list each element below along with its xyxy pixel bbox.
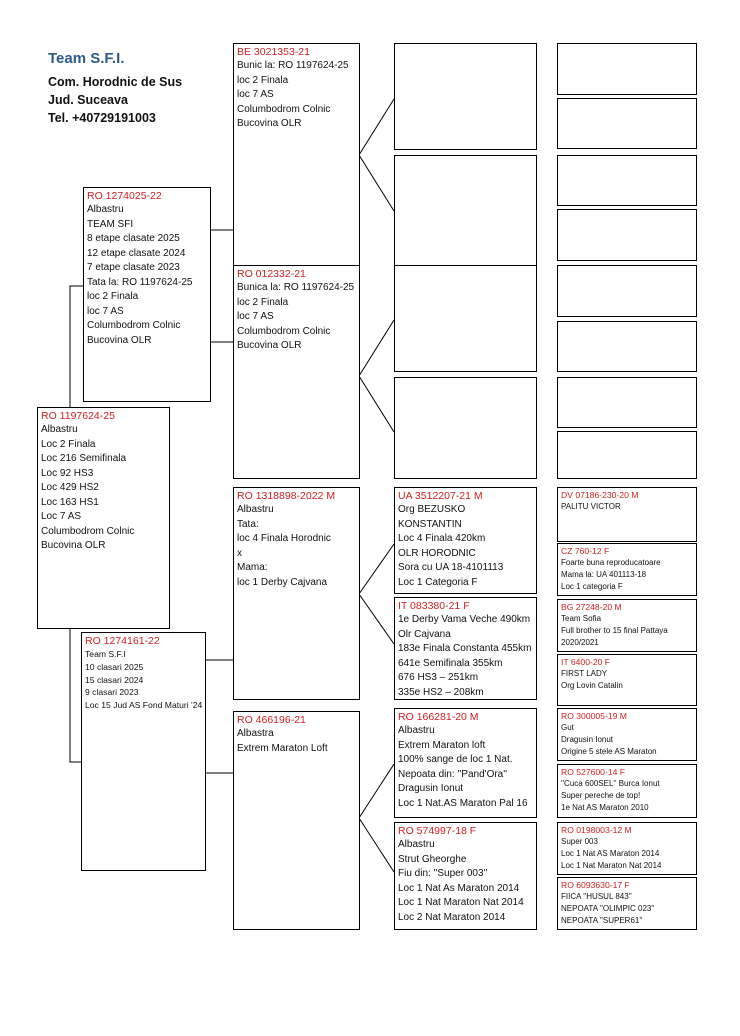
subject-line: Loc 2 Finala: [41, 438, 96, 450]
connector-fan-4: [359, 764, 394, 872]
info-line: Columbodrom Colnic: [237, 103, 331, 115]
empty-box-g4-7: [557, 377, 697, 428]
ring-id: RO 166281-20 M: [398, 711, 479, 723]
dam-ring-id: RO 1274161-22: [85, 635, 160, 647]
empty-box-g4-1: [557, 43, 697, 95]
info-line: Tata:: [237, 518, 259, 530]
info-line: Dragusin Ionut: [561, 735, 614, 745]
sire-box: [83, 187, 211, 402]
info-line: Olr Cajvana: [398, 628, 451, 640]
ring-id: RO 012332-21: [237, 268, 306, 280]
connector-fan-1: [359, 99, 394, 211]
info-line: Bunica la: RO 1197624-25: [237, 282, 355, 293]
granddam-maternal-box: [233, 711, 360, 930]
dam-line: 15 clasari 2024: [85, 674, 144, 685]
info-line: Loc 1 Nat Maraton Nat 2014: [398, 897, 524, 908]
info-line: Bucovina OLR: [237, 340, 302, 351]
g3-it-box: [394, 597, 537, 700]
info-line: Bunic la: RO 1197624-25: [237, 60, 349, 71]
info-line: Bucovina OLR: [237, 118, 302, 129]
info-line: x: [237, 547, 242, 559]
sire-line: Tata la: RO 1197624-25: [87, 276, 193, 288]
connector-sire: [70, 286, 83, 407]
info-line: Loc 1 Categoria F: [398, 576, 478, 588]
info-line: Columbodrom Colnic: [237, 325, 331, 337]
info-line: PALITU VICTOR: [561, 502, 621, 511]
info-line: Gut: [561, 723, 574, 732]
address-line-2: Jud. Suceava: [48, 93, 128, 107]
dam-line: Team S.F.I: [85, 649, 126, 659]
sire-line: 7 etape clasate 2023: [87, 262, 180, 273]
info-line: Loc 2 Nat Maraton 2014: [398, 911, 506, 923]
connector-fan-3: [359, 544, 394, 644]
info-line: NEPOATA ''SUPER61'': [561, 916, 643, 926]
info-line: loc 2 Finala: [237, 74, 289, 86]
info-line: loc 7 AS: [237, 89, 274, 100]
team-name: Team S.F.I.: [48, 50, 125, 67]
subject-line: Loc 163 HS1: [41, 496, 99, 508]
empty-box-g4-8: [557, 431, 697, 479]
g4-it6400-box: [557, 654, 697, 706]
sire-line: 8 etape clasate 2025: [87, 233, 180, 244]
ring-id: RO 574997-18 F: [398, 825, 477, 837]
info-line: KONSTANTIN: [398, 518, 462, 530]
info-line: FIRST LADY: [561, 669, 608, 678]
info-line: Albastru: [237, 504, 274, 515]
g4-dv-box: [557, 487, 697, 542]
info-line: Team Sofia: [561, 614, 602, 623]
info-line: loc 7 AS: [237, 311, 274, 322]
empty-box-g4-3: [557, 155, 697, 206]
info-line: Mama la: UA 401113-18: [561, 570, 647, 580]
granddam-paternal-box: [233, 265, 360, 479]
info-line: Origine 5 stele AS Maraton: [561, 747, 657, 757]
sire-line: 12 etape clasate 2024: [87, 247, 186, 259]
empty-box-g3-1: [394, 43, 537, 150]
grandsire-maternal-box: [233, 487, 360, 700]
sire-line: loc 2 Finala: [87, 291, 139, 302]
subject-line: Loc 7 AS: [41, 511, 82, 522]
subject-line: Bucovina OLR: [41, 540, 106, 551]
info-line: OLR HORODNIC: [398, 547, 476, 559]
info-line: Extrem Maraton Loft: [237, 742, 328, 754]
info-line: Loc 1 categoria F: [561, 582, 623, 592]
info-line: Fiu din: ''Super 003'': [398, 868, 488, 879]
info-line: Extrem Maraton loft: [398, 739, 486, 751]
info-line: Albastru: [398, 839, 435, 850]
info-line: 335e HS2 – 208km: [398, 686, 484, 698]
info-line: Foarte buna reproducatoare: [561, 558, 661, 567]
dam-line: Loc 15 Jud AS Fond Maturi '24: [85, 700, 203, 711]
empty-box-g4-4: [557, 209, 697, 261]
info-line: Albastru: [398, 725, 435, 736]
sire-line: Albastru: [87, 204, 124, 215]
info-line: loc 2 Finala: [237, 296, 289, 308]
breeder-header: [48, 50, 182, 127]
empty-box-g4-5: [557, 265, 697, 317]
g3-ro166281-box: [394, 708, 537, 818]
ring-id: UA 3512207-21 M: [398, 490, 483, 502]
subject-line: Loc 216 Semifinala: [41, 453, 127, 464]
subject-ring-id: RO 1197624-25: [41, 410, 115, 422]
info-line: Loc 1 Nat As Maraton 2014: [398, 882, 520, 894]
subject-line: Albastru: [41, 424, 78, 435]
subject-line: Loc 92 HS3: [41, 467, 94, 479]
g4-ro6093630-box: [557, 877, 697, 930]
subject-line: Columbodrom Colnic: [41, 525, 135, 537]
info-line: Loc 4 Finala 420km: [398, 533, 486, 544]
address-line-1: Com. Horodnic de Sus: [48, 75, 183, 89]
dam-box: [81, 632, 206, 871]
ring-id: BG 27248-20 M: [561, 602, 622, 612]
sire-line: loc 7 AS: [87, 305, 124, 317]
info-line: loc 1 Derby Cajvana: [237, 576, 328, 588]
info-line: Super pereche de top!: [561, 791, 641, 801]
dam-line: 10 clasari 2025: [85, 661, 144, 672]
sire-line: TEAM SFI: [87, 218, 134, 230]
g3-ua-box: [394, 487, 537, 594]
connector-dam: [70, 628, 81, 762]
info-line: Org Lovin Catalin: [561, 681, 623, 691]
ring-id: RO 466196-21: [237, 714, 306, 726]
info-line: Super 003: [561, 837, 598, 846]
info-line: 100% sange de loc 1 Nat.: [398, 754, 513, 765]
phone-line: Tel. +40729191003: [48, 111, 156, 125]
ring-id: RO 300005-19 M: [561, 711, 627, 721]
ring-id: RO 1318898-2022 M: [237, 490, 336, 502]
info-line: Loc 1 Nat Maraton Nat 2014: [561, 861, 662, 871]
info-line: Albastra: [237, 728, 274, 739]
info-line: Mama:: [237, 562, 268, 573]
sire-line: Bucovina OLR: [87, 334, 152, 346]
info-line: Loc 1 Nat AS Maraton 2014: [561, 849, 660, 859]
info-line: NEPOATA ''OLIMPIC 023'': [561, 904, 655, 914]
g3-ro574997-box: [394, 822, 537, 930]
info-line: 183e Finala Constanta 455km: [398, 643, 532, 654]
ring-id: BE 3021353-21: [237, 46, 310, 58]
empty-box-g4-6: [557, 321, 697, 372]
empty-box-g3-3: [394, 265, 537, 372]
info-line: FIICA ''HUSUL 843'': [561, 892, 632, 901]
sire-line: Columbodrom Colnic: [87, 320, 181, 331]
connector-fan-2: [359, 320, 394, 432]
grandsire-paternal-box: [233, 43, 360, 267]
info-line: 676 HS3 – 251km: [398, 672, 479, 683]
ring-id: IT 083380-21 F: [398, 600, 470, 612]
empty-box-g3-2: [394, 155, 537, 266]
info-line: Full brother to 15 final Pattaya: [561, 626, 668, 636]
ring-id: CZ 760-12 F: [561, 546, 610, 556]
g4-ro527600-box: [557, 764, 697, 818]
info-line: 1e Nat AS Maraton 2010: [561, 803, 649, 813]
info-line: Nepoata din: ''Pand'Ora'': [398, 768, 508, 780]
ring-id: IT 6400-20 F: [561, 657, 611, 667]
info-line: Sora cu UA 18-4101113: [398, 562, 504, 573]
empty-box-g3-4: [394, 377, 537, 479]
info-line: 1e Derby Vama Veche 490km: [398, 614, 531, 625]
info-line: 2020/2021: [561, 638, 599, 648]
sire-ring-id: RO 1274025-22: [87, 190, 162, 202]
info-line: ''Cuca 600SEL'' Burca Ionut: [561, 779, 660, 788]
subject-box: [37, 407, 170, 629]
info-line: 641e Semifinala 355km: [398, 657, 503, 669]
info-line: loc 4 Finala Horodnic: [237, 533, 331, 544]
ring-id: RO 0198003-12 M: [561, 825, 632, 835]
g4-bg-box: [557, 599, 697, 652]
g4-cz-box: [557, 543, 697, 596]
subject-line: Loc 429 HS2: [41, 482, 99, 493]
info-line: Strut Gheorghe: [398, 853, 467, 865]
ring-id: RO 6093630-17 F: [561, 880, 630, 890]
info-line: Dragusin Ionut: [398, 783, 464, 794]
info-line: Loc 1 Nat.AS Maraton Pal 16: [398, 797, 528, 809]
empty-box-g4-2: [557, 98, 697, 149]
g4-ro300005-box: [557, 708, 697, 761]
info-line: Org BEZUSKO: [398, 504, 466, 515]
dam-line: 9 clasari 2023: [85, 687, 139, 698]
ring-id: DV 07186-230-20 M: [561, 490, 639, 500]
ring-id: RO 527600-14 F: [561, 767, 626, 777]
g4-ro0198003-box: [557, 822, 697, 875]
